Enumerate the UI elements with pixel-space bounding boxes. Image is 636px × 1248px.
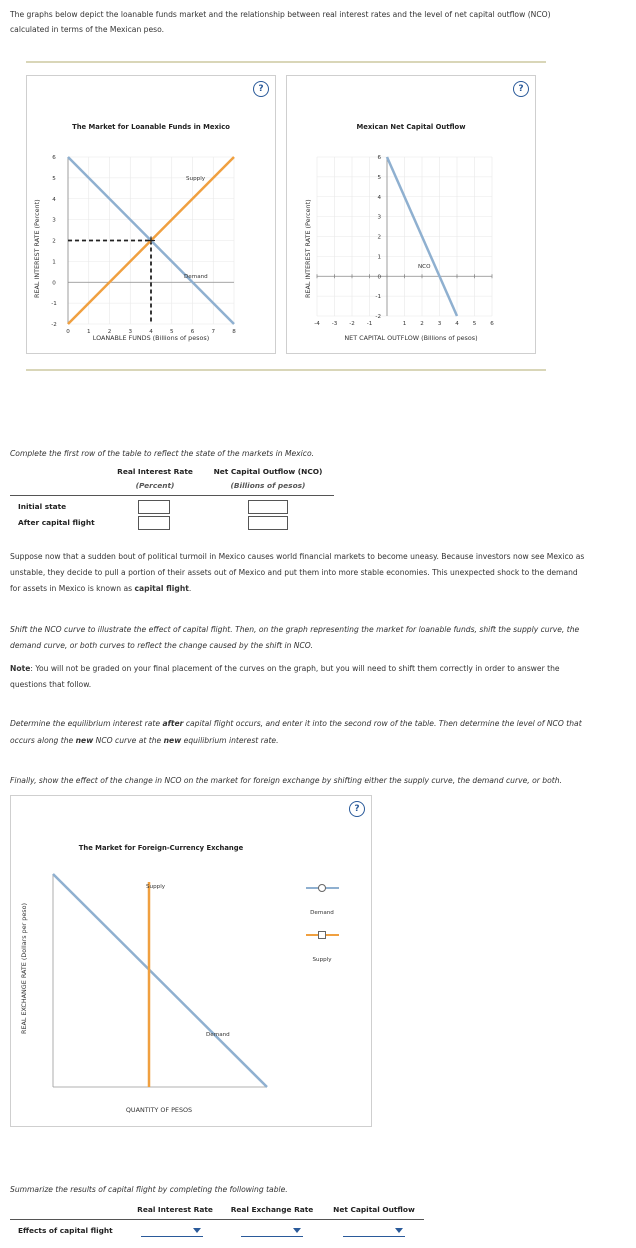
demand-label: Demand xyxy=(206,1032,230,1038)
x-tick-label: 5 xyxy=(472,321,477,327)
loanable-funds-y-label: REAL INTEREST RATE (Percent) xyxy=(33,199,41,298)
y-tick-label: 3 xyxy=(377,214,381,221)
bottom-divider xyxy=(26,369,546,371)
forex-title: The Market for Foreign-Currency Exchange xyxy=(78,844,244,852)
nco-title: Mexican Net Capital Outflow xyxy=(356,123,466,131)
forex-chart[interactable] xyxy=(11,796,371,1126)
para1-line-2: unstable, they decide to pull a portion of their assets out of Mexico and put them into more stable economies. This unexpected shock to the demand xyxy=(10,568,578,577)
y-tick-label: -1 xyxy=(51,301,57,308)
y-tick-label: 2 xyxy=(377,234,381,241)
table1-col1-header: Real Interest Rate xyxy=(117,467,193,476)
x-tick-label: 0 xyxy=(66,329,70,335)
x-tick-label: 1 xyxy=(402,321,407,327)
para1-line-1: Suppose now that a sudden bout of political turmoil in Mexico causes world financial markets to become uneasy. Because investors now see Mexico as xyxy=(10,552,585,561)
note-line-2: questions that follow. xyxy=(10,680,92,689)
para3-line-2: occurs along the new NCO curve at the new equilibrium interest rate. xyxy=(10,736,279,745)
initial-rate-input[interactable] xyxy=(138,500,170,514)
row-initial-state: Initial state xyxy=(18,502,67,511)
y-tick-label: 2 xyxy=(52,238,56,245)
initial-nco-input[interactable] xyxy=(248,500,288,514)
chevron-down-icon xyxy=(293,1228,301,1233)
table1-col1-sub: (Percent) xyxy=(135,481,175,490)
loanable-funds-x-label: LOANABLE FUNDS (Billions of pesos) xyxy=(92,334,210,342)
y-tick-label: -2 xyxy=(51,322,57,328)
x-tick-label: 3 xyxy=(128,329,133,335)
x-tick-label: -3 xyxy=(331,321,338,327)
note-line-1: Note: You will not be graded on your final placement of the curves on the graph, but you will need to shift them correctly in order to answer the xyxy=(10,664,560,673)
demand-tool-icon xyxy=(319,885,326,892)
interest-rate-select[interactable] xyxy=(141,1226,203,1237)
table1-col2-sub: (Billions of pesos) xyxy=(230,481,306,490)
supply-label: Supply xyxy=(186,176,206,182)
x-tick-label: 2 xyxy=(107,329,112,335)
y-tick-label: 3 xyxy=(52,217,56,224)
supply-tool-icon xyxy=(319,932,326,939)
y-tick-label: 1 xyxy=(377,254,381,261)
y-tick-label: -2 xyxy=(375,314,381,320)
y-tick-label: 0 xyxy=(52,280,56,287)
y-tick-label: 5 xyxy=(52,175,56,182)
x-tick-label: 1 xyxy=(86,329,91,335)
x-tick-label: 2 xyxy=(420,321,424,327)
summary-col3-header: Net Capital Outflow xyxy=(333,1205,415,1214)
summary-col2-header: Real Exchange Rate xyxy=(230,1205,314,1214)
x-tick-label: 5 xyxy=(169,329,174,335)
table1-rule xyxy=(10,495,334,496)
chevron-down-icon xyxy=(193,1228,201,1233)
after-rate-input[interactable] xyxy=(138,516,170,530)
y-tick-label: 0 xyxy=(377,274,381,281)
para2-line-1: Shift the NCO curve to illustrate the effect of capital flight. Then, on the graph representing the market for loanable funds, shift the supply curve, the xyxy=(10,625,580,634)
tool-demand-label: Demand xyxy=(310,910,334,916)
exchange-rate-select[interactable] xyxy=(241,1226,303,1237)
help-icon[interactable]: ? xyxy=(513,81,529,97)
supply-tool[interactable] xyxy=(306,932,339,939)
y-tick-label: 4 xyxy=(377,194,381,201)
table1-prompt: Complete the first row of the table to reflect the state of the markets in Mexico. xyxy=(10,449,315,458)
para4: Finally, show the effect of the change in NCO on the market for foreign exchange by shifting either the supply curve, the demand curve, or both. xyxy=(10,776,562,785)
x-tick-label: 6 xyxy=(490,321,494,327)
y-tick-label: 1 xyxy=(52,259,56,266)
nco-chart[interactable] xyxy=(287,76,535,353)
x-tick-label: -4 xyxy=(314,321,320,327)
y-tick-label: 5 xyxy=(377,174,381,181)
para3-line-1: Determine the equilibrium interest rate after capital flight occurs, and enter it into the second row of the table. Then determine the level of NCO that xyxy=(10,719,582,728)
nco-y-label: REAL INTEREST RATE (Percent) xyxy=(304,199,312,298)
x-tick-label: 8 xyxy=(232,329,236,335)
supply-label: Supply xyxy=(146,884,166,890)
chevron-down-icon xyxy=(395,1228,403,1233)
y-tick-label: 6 xyxy=(52,155,56,161)
forex-x-label: QUANTITY OF PESOS xyxy=(125,1106,193,1114)
intro-line-2: calculated in terms of the Mexican peso. xyxy=(10,25,165,34)
summary-rule xyxy=(10,1219,424,1220)
loanable-funds-panel xyxy=(26,75,276,354)
forex-panel xyxy=(10,795,372,1127)
y-tick-label: -1 xyxy=(375,294,381,301)
nco-panel xyxy=(286,75,536,354)
row-effects: Effects of capital flight xyxy=(18,1226,113,1235)
nco-select[interactable] xyxy=(343,1226,405,1237)
x-tick-label: 3 xyxy=(437,321,442,327)
after-nco-input[interactable] xyxy=(248,516,288,530)
summary-col1-header: Real Interest Rate xyxy=(137,1205,213,1214)
para2-line-2: demand curve, or both curves to reflect the change caused by the shift in NCO. xyxy=(10,641,313,650)
demand-curve[interactable] xyxy=(53,874,267,1087)
x-tick-label: 4 xyxy=(455,321,459,327)
intro-line-1: The graphs below depict the loanable funds market and the relationship between real interest rates and the level of net capital outflow (NCO) xyxy=(10,10,551,19)
y-tick-label: 6 xyxy=(377,155,381,161)
demand-label: Demand xyxy=(184,274,208,280)
tool-supply-label: Supply xyxy=(312,957,332,963)
x-tick-label: 6 xyxy=(190,329,195,335)
table1-col2-header: Net Capital Outflow (NCO) xyxy=(213,467,323,476)
help-icon[interactable]: ? xyxy=(253,81,269,97)
x-tick-label: 4 xyxy=(149,329,153,335)
loanable-funds-title: The Market for Loanable Funds in Mexico xyxy=(72,123,230,131)
x-tick-label: -1 xyxy=(366,321,373,327)
grid xyxy=(317,157,492,316)
forex-y-label: REAL EXCHANGE RATE (Dollars per peso) xyxy=(20,902,28,1034)
top-divider xyxy=(26,61,546,63)
summary-prompt: Summarize the results of capital flight by completing the following table. xyxy=(10,1185,288,1194)
loanable-funds-chart[interactable] xyxy=(27,76,275,353)
para1-line-3: for assets in Mexico is known as capital flight. xyxy=(10,584,192,593)
nco-x-label: NET CAPITAL OUTFLOW (Billions of pesos) xyxy=(344,334,478,342)
nco-label: NCO xyxy=(418,264,431,270)
row-after-capital-flight: After capital flight xyxy=(18,518,95,527)
demand-tool[interactable] xyxy=(306,885,339,892)
x-tick-label: -2 xyxy=(349,321,355,327)
y-tick-label: 4 xyxy=(52,196,56,203)
x-tick-label: 7 xyxy=(211,329,216,335)
help-icon[interactable]: ? xyxy=(349,801,365,817)
